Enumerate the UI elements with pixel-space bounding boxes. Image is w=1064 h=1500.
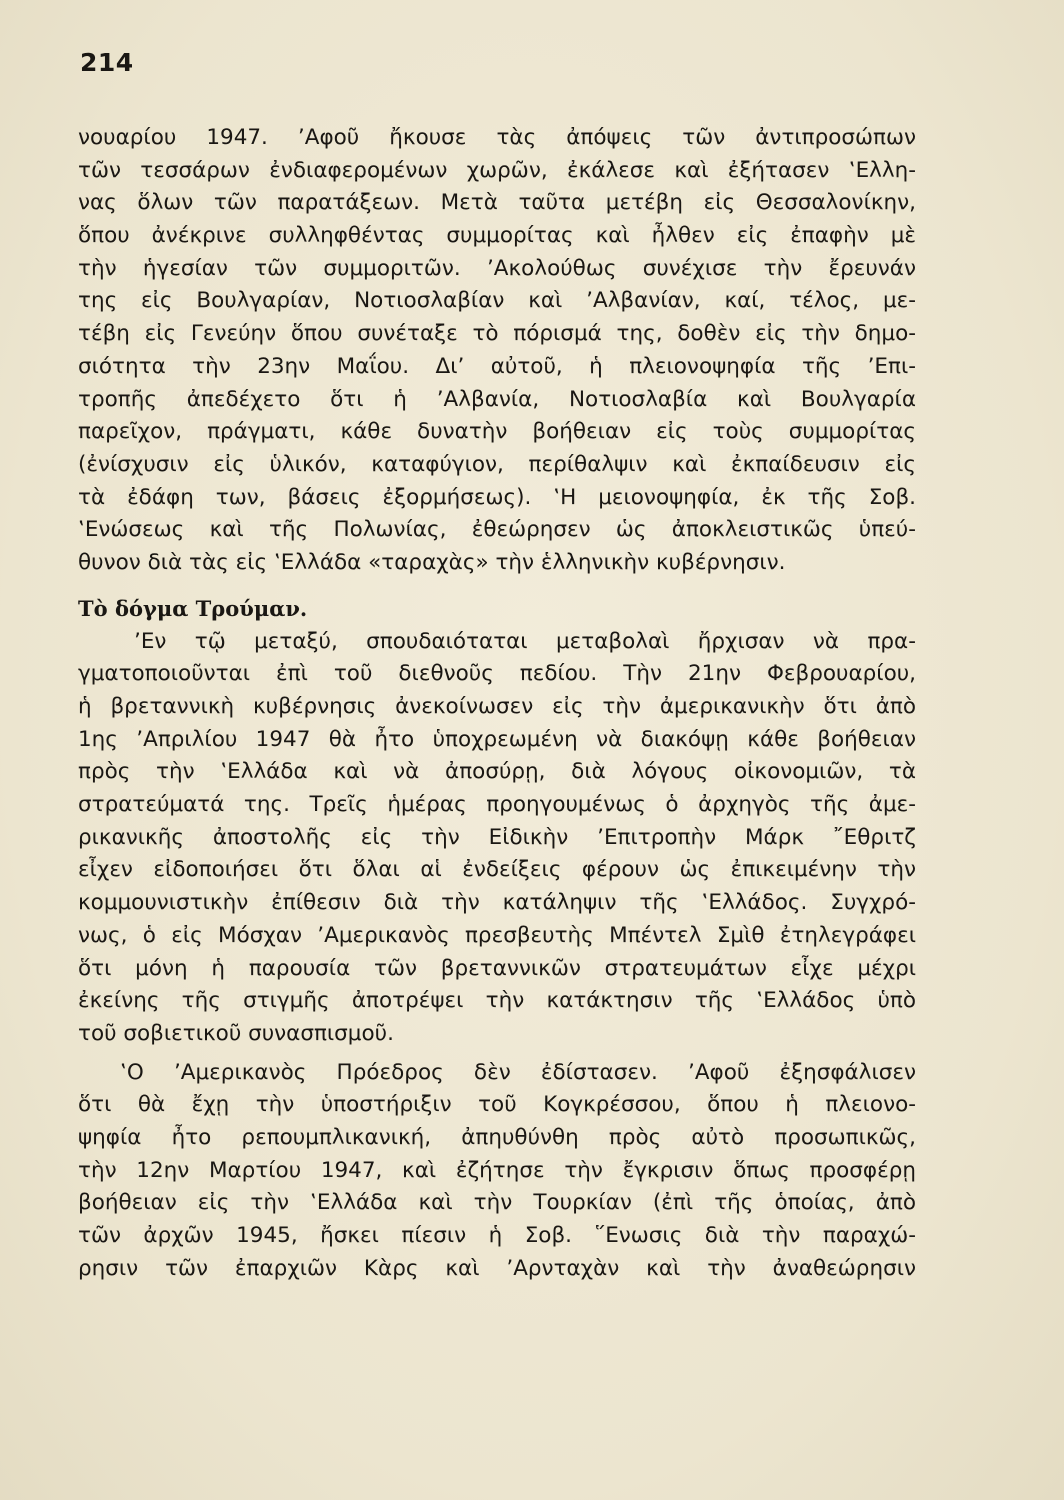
text-line: νουαρίου 1947. ’Αφοῦ ἤκουσε τὰς ἀπόψεις τῶν ἀντιπροσώπων	[78, 125, 916, 150]
text-line: ρικανικῆς ἀποστολῆς εἰς τὴν Εἰδικὴν ’Επιτροπὴν Μάρκ ῎Εθριτζ	[78, 824, 916, 850]
text-line: τοῦ σοβιετικοῦ συνασπισμοῦ.	[78, 1020, 394, 1046]
text-line: ’Εν τῷ μεταξύ, σπουδαιόταται μεταβολαὶ ἤρχισαν νὰ πρα-	[134, 628, 916, 654]
text-line: τροπῆς ἀπεδέχετο ὅτι ἡ ’Αλβανία, Νοτιοσλαβία καὶ Βουλγαρία	[78, 386, 916, 412]
text-line: ὅτι μόνη ἡ παρουσία τῶν βρεταννικῶν στρατευμάτων εἶχε μέχρι	[78, 955, 916, 981]
text-line: σιότητα τὴν 23ην Μαΐου. Δι’ αὐτοῦ, ἡ πλειονοψηφία τῆς ’Επι-	[78, 353, 916, 379]
text-line: εἶχεν εἰδοποιήσει ὅτι ὅλαι αἱ ἐνδείξεις φέρουν ὡς ἐπικειμένην τὴν	[78, 857, 916, 883]
paragraph-3	[78, 1057, 916, 1286]
text-line: γματοποιοῦνται ἐπὶ τοῦ διεθνοῦς πεδίου. Τὴν 21ην Φεβρουαρίου,	[78, 661, 916, 687]
text-line: κομμουνιστικὴν ἐπίθεσιν διὰ τὴν κατάληψιν τῆς ‛Ελλάδος. Συγχρό-	[78, 890, 916, 916]
text-line: πρὸς τὴν ‛Ελλάδα καὶ νὰ ἀποσύρῃ, διὰ λόγους οἰκονομιῶν, τὰ	[78, 759, 916, 785]
text-line: ὅτι θὰ ἔχῃ τὴν ὑποστήριξιν τοῦ Κογκρέσσου, ὅπου ἡ πλειονο-	[78, 1092, 916, 1118]
text-line: ἡ βρεταννικὴ κυβέρνησις ἀνεκοίνωσεν εἰς τὴν ἀμερικανικὴν ὅτι ἀπὸ	[78, 694, 916, 719]
text-line: τὴν ἡγεσίαν τῶν συμμοριτῶν. ’Ακολούθως συνέχισε τὴν ἔρευνάν	[78, 255, 916, 281]
body-text	[78, 122, 916, 1285]
text-line: 1ης ’Απριλίου 1947 θὰ ἦτο ὑποχρεωμένη νὰ διακόψῃ κάθε βοήθειαν	[78, 726, 916, 752]
text-line: βοήθειαν εἰς τὴν ‛Ελλάδα καὶ τὴν Τουρκίαν (ἐπὶ τῆς ὁποίας, ἀπὸ	[78, 1190, 916, 1216]
text-line: στρατεύματά της. Τρεῖς ἡμέρας προηγουμένως ὁ ἀρχηγὸς τῆς ἀμε-	[78, 792, 916, 818]
text-line: ‛Ενώσεως καὶ τῆς Πολωνίας, ἐθεώρησεν ὡς ἀποκλειστικῶς ὑπεύ-	[78, 517, 916, 543]
text-line: ὅπου ἀνέκρινε συλληφθέντας συμμορίτας καὶ ἦλθεν εἰς ἐπαφὴν μὲ	[78, 223, 916, 249]
section-heading: Τὸ δόγμα Τρούμαν.	[78, 595, 308, 621]
text-line: θυνον διὰ τὰς εἰς ‛Ελλάδα «ταραχὰς» τὴν ἑλληνικὴν κυβέρνησιν.	[78, 549, 786, 575]
paragraph-1	[78, 122, 916, 580]
text-line: νας ὅλων τῶν παρατάξεων. Μετὰ ταῦτα μετέβη εἰς Θεσσαλονίκην,	[78, 190, 916, 216]
text-line: τὴν 12ην Μαρτίου 1947, καὶ ἐζήτησε τὴν ἔγκρισιν ὅπως προσφέρῃ	[78, 1157, 916, 1183]
text-line: παρεῖχον, πράγματι, κάθε δυνατὴν βοήθειαν εἰς τοὺς συμμορίτας	[78, 419, 916, 445]
text-line: ἐκείνης τῆς στιγμῆς ἀποτρέψει τὴν κατάκτησιν τῆς ‛Ελλάδος ὑπὸ	[78, 988, 916, 1014]
text-line: ‛Ο ’Αμερικανὸς Πρόεδρος δὲν ἐδίστασεν. ’Αφοῦ ἐξησφάλισεν	[120, 1059, 916, 1085]
text-line: τῶν ἀρχῶν 1945, ἤσκει πίεσιν ἡ Σοβ. ῞Ενωσις διὰ τὴν παραχώ-	[78, 1223, 916, 1248]
text-line: ψηφία ἦτο ρεπουμπλικανική, ἀπηυθύνθη πρὸς αὐτὸ προσωπικῶς,	[78, 1124, 916, 1150]
text-line: νως, ὁ εἰς Μόσχαν ’Αμερικανὸς πρεσβευτὴς Μπέντελ Σμὶθ ἐτηλεγράφει	[78, 922, 916, 948]
text-line: τῶν τεσσάρων ἐνδιαφερομένων χωρῶν, ἐκάλεσε καὶ ἐξήτασεν ‛Ελλη-	[78, 157, 916, 183]
page-number: 214	[80, 48, 134, 77]
text-line: (ἐνίσχυσιν εἰς ὑλικόν, καταφύγιον, περίθαλψιν καὶ ἐκπαίδευσιν εἰς	[78, 451, 916, 477]
paragraph-2	[78, 626, 916, 1051]
text-line: ρησιν τῶν ἐπαρχιῶν Κὰρς καὶ ’Αρνταχὰν καὶ τὴν ἀναθεώρησιν	[78, 1255, 916, 1281]
text-line: της εἰς Βουλγαρίαν, Νοτιοσλαβίαν καὶ ’Αλβανίαν, καί, τέλος, με-	[78, 288, 916, 314]
text-line: τὰ ἐδάφη των, βάσεις ἐξορμήσεως). ‛Η μειονοψηφία, ἐκ τῆς Σοβ.	[78, 484, 916, 510]
text-line: τέβη εἰς Γενεύην ὅπου συνέταξε τὸ πόρισμά της, δοθὲν εἰς τὴν δημο-	[78, 321, 916, 347]
